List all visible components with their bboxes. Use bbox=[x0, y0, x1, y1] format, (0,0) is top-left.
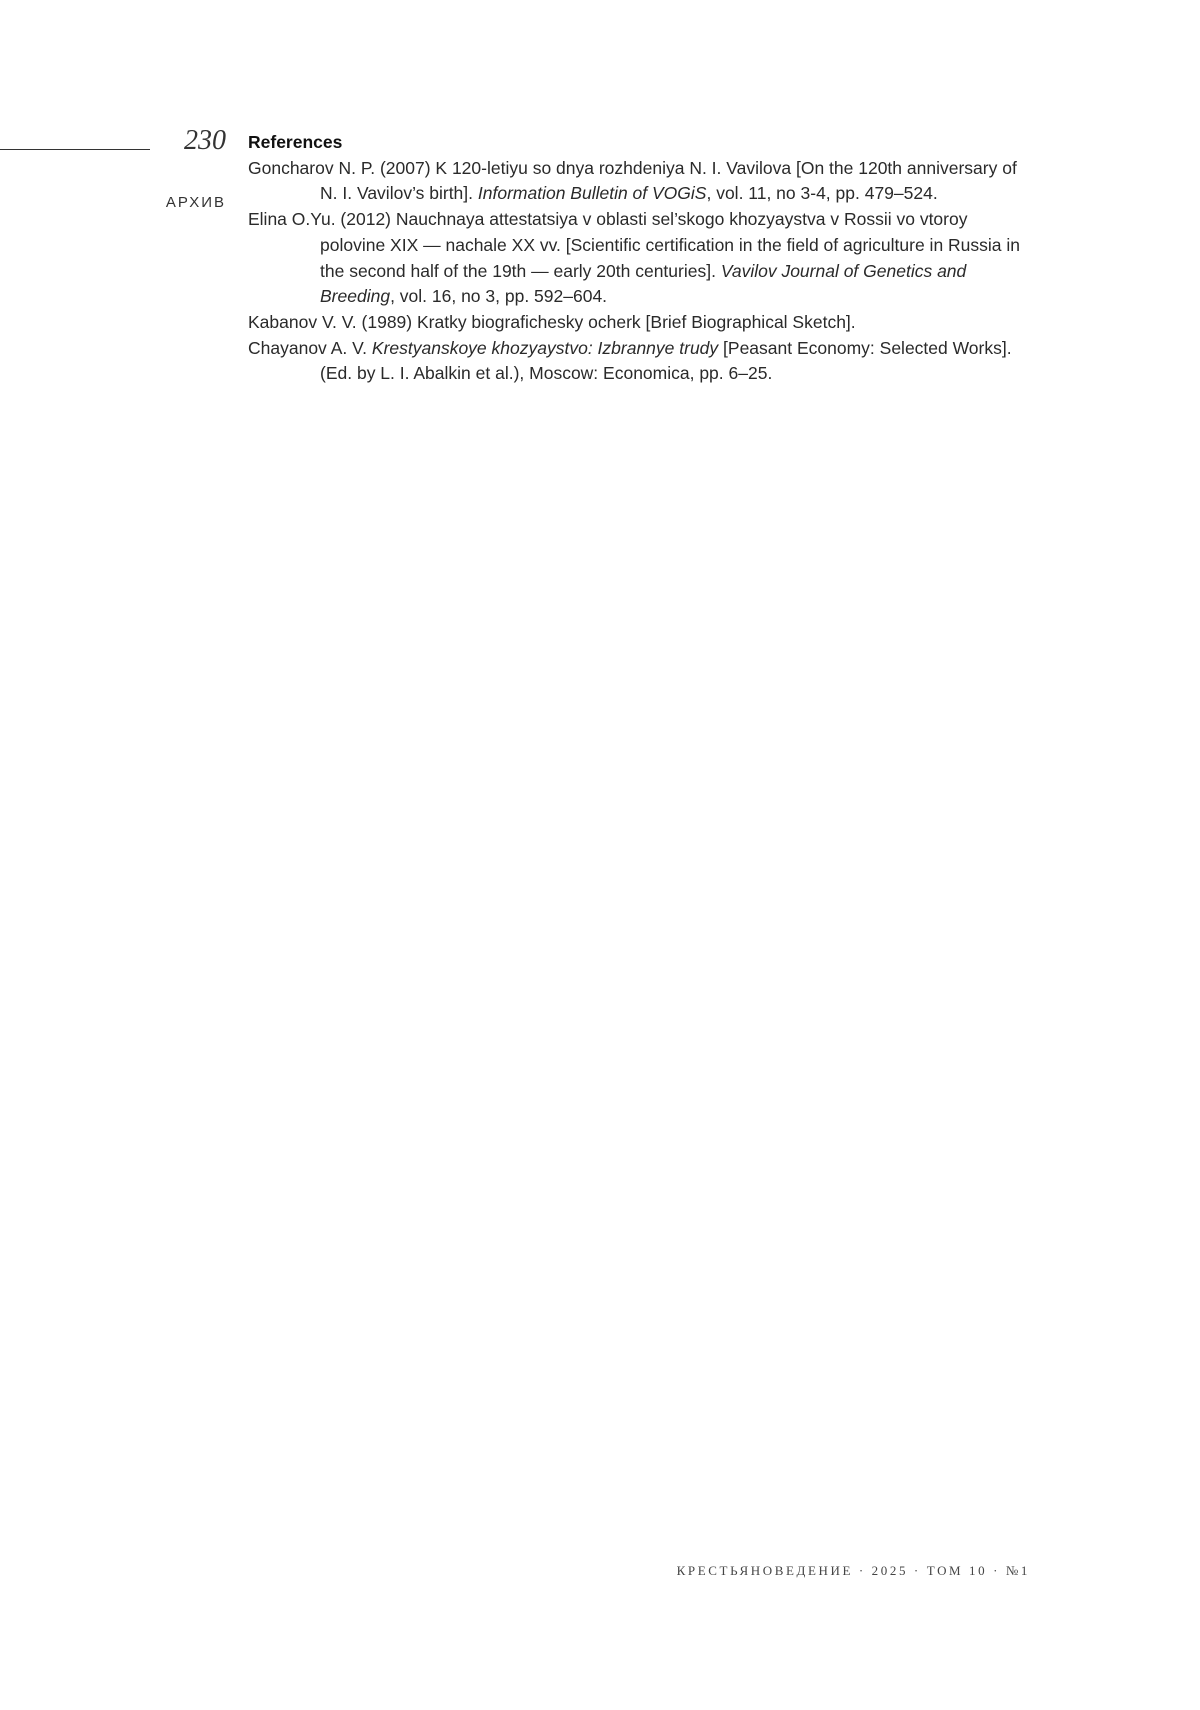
reference-text: Elina O.Yu. (2012) Nauchnaya attestatsiya v oblasti sel’skogo khozyaystva v Rossii vo vtoroy polovine XIX — nachale XX vv. [Scientific certification in the field of agriculture in Russia in the second half of the 19th — early 20th centuries]. bbox=[248, 209, 1021, 281]
reference-details: [Peasant Economy: Selected Works]. (Ed. by L. I. Abalkin et al.), Moscow: Economica, pp. 6–25. bbox=[320, 337, 1012, 384]
running-footer: КРЕСТЬЯНОВЕДЕНИЕ · 2025 · ТОМ 10 · №1 bbox=[676, 1563, 1030, 1578]
header-rule bbox=[0, 149, 150, 150]
references-section bbox=[248, 130, 1028, 387]
section-label: АРХИВ bbox=[165, 194, 226, 211]
reference-text: Goncharov N. P. (2007) K 120-letiyu so dnya rozhdeniya N. I. Vavilova [On the 120th anniversary of N. I. Vavilov’s birth]. bbox=[248, 157, 1017, 204]
reference-continuation bbox=[248, 336, 1028, 387]
reference-entry-elina bbox=[248, 207, 1028, 310]
reference-journal: Vavilov Journal of Genetics and Breeding bbox=[320, 260, 967, 307]
references-heading: References bbox=[248, 132, 343, 152]
reference-book-author: Chayanov A. V. bbox=[248, 337, 372, 358]
reference-entry-goncharov bbox=[248, 156, 1028, 207]
reference-details: , vol. 11, no 3-4, pp. 479–524. bbox=[706, 183, 938, 204]
reference-entry-kabanov bbox=[248, 310, 1028, 387]
reference-details: , vol. 16, no 3, pp. 592–604. bbox=[390, 286, 608, 307]
reference-journal: Information Bulletin of VOGiS bbox=[477, 183, 707, 204]
reference-text: Kabanov V. V. (1989) Kratky biografichesky ocherk [Brief Biographical Sketch]. bbox=[248, 311, 856, 332]
reference-book-title: Krestyanskoye khozyaystvo: Izbrannye trudy bbox=[371, 337, 719, 358]
page-number: 230 bbox=[184, 125, 226, 156]
